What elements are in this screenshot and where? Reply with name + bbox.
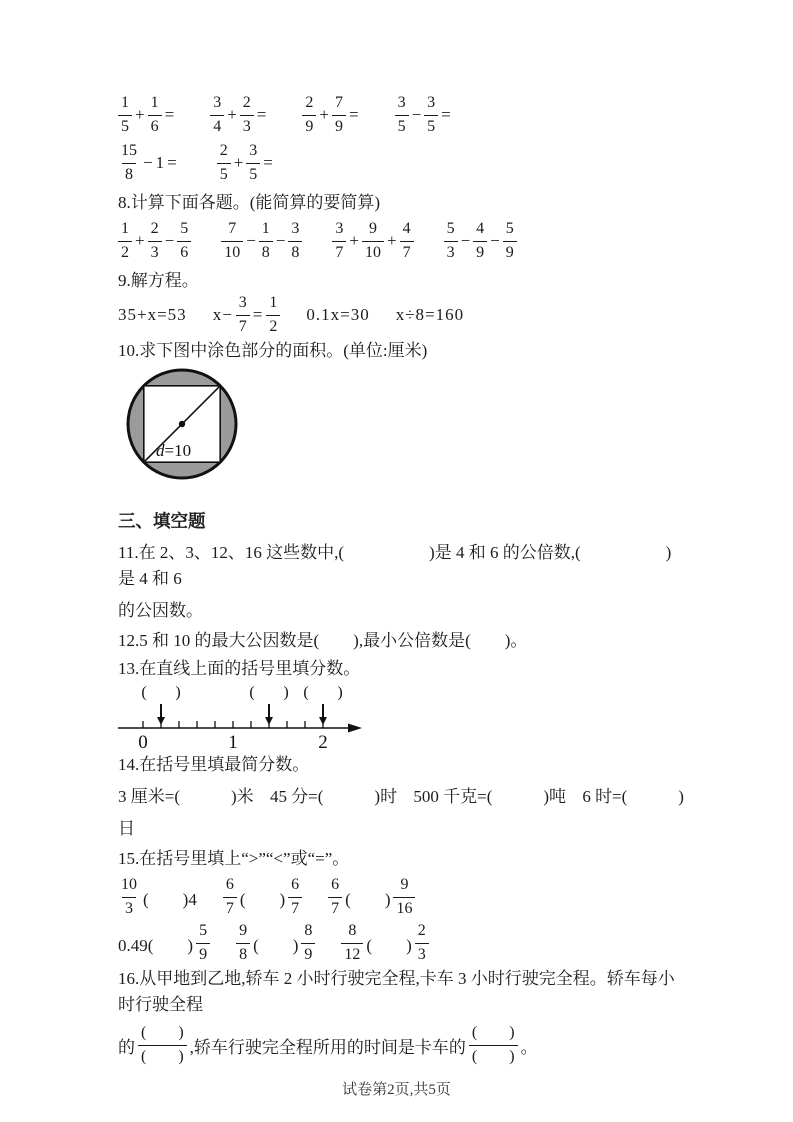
- expression-text: +: [135, 105, 145, 124]
- q15-row1: [118, 876, 684, 918]
- expression-text: x÷8=160: [395, 305, 465, 324]
- fraction: $\frac{1}{5}$: [118, 95, 132, 136]
- fraction: $\frac{7}{10}$: [221, 221, 243, 262]
- comparison: [223, 877, 302, 918]
- expression-text: x−: [212, 305, 233, 324]
- expression: [118, 1025, 538, 1066]
- fraction: $\frac{9}{8}$: [236, 923, 250, 964]
- fraction: $\frac{6}{7}$: [223, 877, 237, 918]
- q8-row: [118, 220, 684, 262]
- expression-text: −: [460, 231, 471, 250]
- fraction: $\frac{3}{5}$: [395, 95, 409, 136]
- expression-text: 1: [155, 153, 165, 172]
- expression-text: +: [227, 105, 237, 124]
- fraction: $\frac{2}{5}$: [217, 143, 231, 184]
- expression-text: ( ): [345, 889, 391, 909]
- expression: [221, 221, 302, 262]
- fraction: $\frac{3}{5}$: [424, 95, 438, 136]
- expression-text: 0.49( ): [118, 935, 194, 955]
- axis-label: 1: [228, 732, 238, 752]
- circle-square-figure: [120, 366, 244, 484]
- comparison: [236, 923, 315, 964]
- q14-units-row: [118, 784, 684, 810]
- fraction: $\frac{5}{9}$: [196, 923, 210, 964]
- expression: [118, 95, 174, 136]
- expression-text: 的: [118, 1037, 135, 1057]
- expression: [210, 95, 266, 136]
- fraction: $\frac{9}{10}$: [362, 221, 384, 262]
- comparison: [118, 877, 197, 918]
- fraction: $\frac{( )}{( )}$: [469, 1025, 518, 1066]
- equation: [396, 305, 464, 325]
- expression-text: =: [263, 153, 273, 172]
- q7-calc-row-2: [118, 142, 684, 184]
- bracket-close: ): [283, 684, 289, 701]
- unit-conversion: 45 分=( )时: [269, 787, 398, 806]
- expression-text: =: [164, 105, 175, 124]
- axis-label: 0: [138, 732, 148, 752]
- expression-text: +: [386, 231, 397, 250]
- q10-figure: [120, 366, 684, 484]
- fraction: $\frac{3}{5}$: [246, 143, 260, 184]
- down-arrow-head: [265, 717, 273, 725]
- fraction: $\frac{3}{7}$: [236, 295, 250, 336]
- fraction: $\frac{5}{3}$: [444, 221, 458, 262]
- fraction: $\frac{6}{7}$: [328, 877, 342, 918]
- number-line: [118, 682, 388, 752]
- fraction: $\frac{4}{7}$: [400, 221, 414, 262]
- expression: [444, 221, 517, 262]
- q14-title: 14.在括号里填最简分数。: [118, 755, 310, 774]
- q10-title: 10.求下图中涂色部分的面积。(单位:厘米): [118, 341, 428, 360]
- unit-conversion: 6 时=( ): [582, 787, 684, 806]
- expression-text: +: [135, 231, 145, 250]
- expression-text: ( )4: [143, 889, 197, 909]
- expression: [217, 143, 273, 184]
- fraction: $\frac{8}{12}$: [341, 923, 363, 964]
- expression-text: =: [348, 105, 359, 124]
- section-3-title: 三、填空题: [118, 511, 206, 531]
- fraction: $\frac{1}{8}$: [259, 221, 273, 262]
- page-content: [118, 86, 684, 1066]
- expression: [332, 221, 413, 262]
- q12-text: 12.5 和 10 的最大公因数是( ),最小公倍数是( )。: [118, 631, 528, 650]
- down-arrow-head: [157, 717, 165, 725]
- q7-calc-row-1: [118, 94, 684, 136]
- diameter-label: d=10: [156, 441, 192, 460]
- fraction: $\frac{5}{9}$: [503, 221, 517, 262]
- expression-text: −: [143, 153, 153, 172]
- fraction: $\frac{2}{3}$: [415, 923, 429, 964]
- fraction: $\frac{1}{6}$: [148, 95, 162, 136]
- expression-text: +: [349, 231, 359, 250]
- fraction: $\frac{2}{3}$: [240, 95, 254, 136]
- fraction: $\frac{1}{2}$: [266, 295, 280, 336]
- fraction: $\frac{1}{2}$: [118, 221, 132, 262]
- fraction: $\frac{8}{9}$: [301, 923, 315, 964]
- q15-title: 15.在括号里填上“>”“<”或“=”。: [118, 849, 350, 868]
- expression-text: −: [490, 231, 500, 250]
- expression-text: =: [252, 305, 264, 324]
- fraction: $\frac{3}{8}$: [288, 221, 302, 262]
- fraction: $\frac{6}{7}$: [288, 877, 302, 918]
- q9-title: 9.解方程。: [118, 271, 199, 290]
- comparison: [118, 923, 210, 964]
- expression-text: +: [233, 153, 244, 172]
- q8-title: 8.计算下面各题。(能简算的要简算): [118, 193, 381, 212]
- expression-text: 。: [520, 1037, 538, 1057]
- expression-text: ( ): [366, 935, 412, 955]
- expression: [302, 95, 358, 136]
- equation: [118, 305, 187, 325]
- expression: [118, 143, 177, 184]
- axis-arrowhead: [348, 724, 362, 733]
- equation: [213, 295, 281, 336]
- expression-text: ( ): [239, 889, 286, 909]
- expression-text: −: [411, 105, 422, 124]
- bracket-open: (: [249, 684, 255, 701]
- fraction: $\frac{9}{16}$: [393, 877, 415, 918]
- q13-title: 13.在直线上面的括号里填分数。: [118, 659, 361, 678]
- bracket-close: ): [175, 684, 181, 701]
- q14-tail: 日: [118, 819, 135, 838]
- equation: [306, 305, 369, 325]
- expression-text: 35+x=53: [118, 305, 187, 324]
- expression-text: −: [275, 231, 286, 250]
- expression-text: =: [167, 153, 177, 172]
- axis-label: 2: [318, 732, 328, 752]
- fraction: $\frac{2}{9}$: [302, 95, 316, 136]
- expression-text: −: [246, 231, 256, 250]
- fraction: $\frac{3}{4}$: [210, 95, 224, 136]
- fraction: $\frac{4}{9}$: [473, 221, 487, 262]
- fraction: $\frac{7}{9}$: [332, 95, 346, 136]
- unit-conversion: 3 厘米=( )米: [118, 787, 254, 806]
- comparison: [341, 923, 428, 964]
- expression-text: =: [441, 105, 451, 124]
- bracket-close: ): [337, 684, 343, 701]
- unit-conversion: 500 千克=( )吨: [413, 787, 567, 806]
- q11-line2: 的公因数。: [118, 601, 203, 620]
- expression-text: 0.1x=30: [306, 305, 370, 324]
- q16-line2: [118, 1024, 684, 1066]
- center-dot: [179, 421, 185, 427]
- expression-text: +: [319, 105, 329, 124]
- expression-text: ,轿车行驶完全程所用的时间是卡车的: [189, 1037, 466, 1057]
- expression: [118, 221, 191, 262]
- q15-row2: [118, 922, 684, 964]
- down-arrow-head: [319, 717, 327, 725]
- fraction: $\frac{( )}{( )}$: [138, 1025, 187, 1066]
- q16-line1: 16.从甲地到乙地,轿车 2 小时行驶完全程,卡车 3 小时行驶完全程。轿车每小时行驶全程: [118, 969, 675, 1014]
- bracket-open: (: [141, 684, 147, 701]
- comparison: [328, 877, 415, 918]
- q11-line1: 11.在 2、3、12、16 这些数中,( )是 4 和 6 的公倍数,( )是 4 和 6: [118, 543, 672, 588]
- fraction: $\frac{3}{7}$: [332, 221, 346, 262]
- fraction: $\frac{2}{3}$: [148, 221, 162, 262]
- fraction: $\frac{10}{3}$: [121, 875, 137, 917]
- expression-text: =: [256, 105, 267, 124]
- expression: [395, 95, 451, 136]
- fraction: $\frac{15}{8}$: [121, 141, 137, 183]
- bracket-open: (: [303, 684, 309, 701]
- expression-text: −: [164, 231, 175, 250]
- q9-row: [118, 294, 684, 336]
- page-footer: 试卷第2页,共5页: [342, 1082, 451, 1098]
- fraction: $\frac{5}{6}$: [177, 221, 191, 262]
- expression-text: ( ): [253, 935, 299, 955]
